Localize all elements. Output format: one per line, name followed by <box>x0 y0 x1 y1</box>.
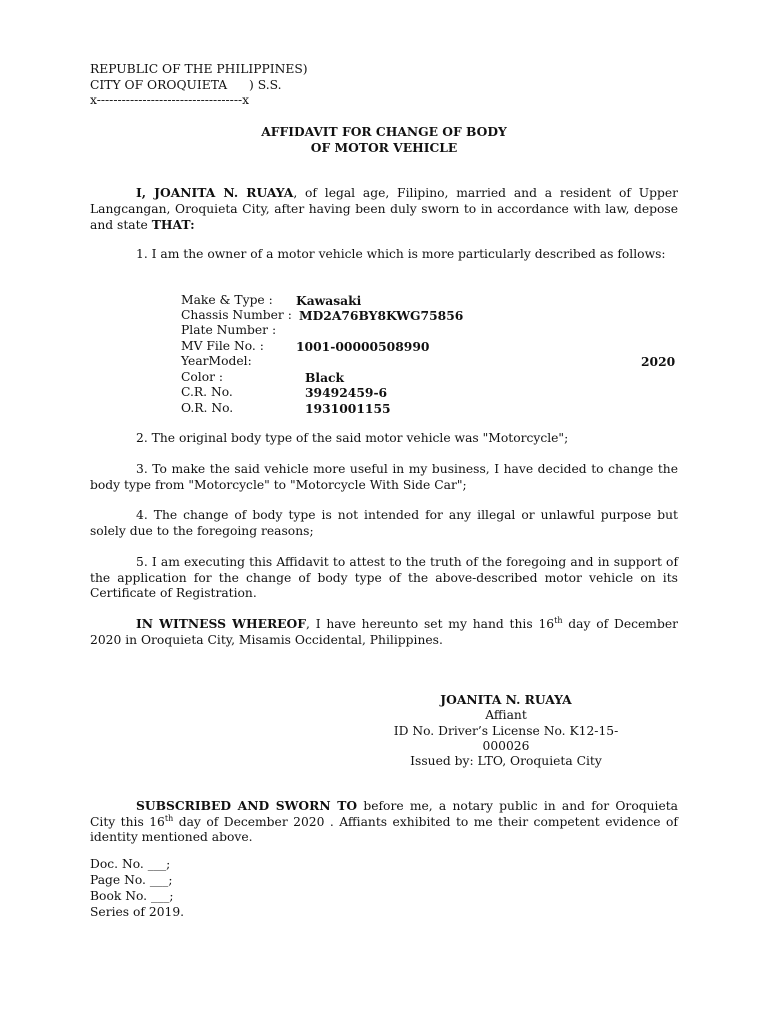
chassis-value: MD2A76BY8KWG75856 <box>299 308 464 323</box>
mv-file-label: MV File No. : <box>181 339 264 353</box>
witness-text-1: , I have hereunto set my hand this 16 <box>306 617 555 631</box>
year-model-label: YearModel: <box>181 354 252 368</box>
caption-divider: x-----------------------------------x <box>90 93 250 107</box>
chassis-label: Chassis Number : <box>181 308 292 322</box>
jurat-heading: SUBSCRIBED AND SWORN TO <box>136 798 358 813</box>
document-title-line1: AFFIDAVIT FOR CHANGE OF BODY <box>261 124 507 139</box>
jurat-ordinal: th <box>164 813 174 823</box>
caption-ss: ) S.S. <box>249 78 282 92</box>
page-number: Page No. ___; <box>90 873 173 887</box>
affiant-issued-by: Issued by: LTO, Oroquieta City <box>410 754 602 768</box>
paragraph-5: 5. I am executing this Affidavit to attest to the truth of the foregoing and in support of the application for the change of body type of the above-described motor vehicle on its Certificate of Registration. <box>90 555 678 600</box>
witness-text-2: day of December 2020 in Oroquieta City, Misamis Occidental, Philippines. <box>90 617 678 647</box>
make-value: Kawasaki <box>296 293 362 308</box>
color-label: Color : <box>181 370 224 384</box>
paragraph-3: 3. To make the said vehicle more useful in my business, I have decided to change the body type from "Motorcycle" to "Motorcycle With Side Car"; <box>90 462 678 492</box>
intro-that: THAT: <box>151 217 195 232</box>
series-year: Series of 2019. <box>90 905 185 919</box>
cr-value: 39492459-6 <box>305 385 388 400</box>
intro-paragraph <box>90 185 678 234</box>
intro-text: , of legal age, Filipino, married and a resident of Upper Langcangan, Oroquieta City, after having been duly sworn to in accordance with law, depose and state <box>90 186 679 232</box>
paragraph-2: 2. The original body type of the said motor vehicle was "Motorcycle"; <box>136 431 569 445</box>
affiant-name: JOANITA N. RUAYA <box>440 692 572 707</box>
witness-ordinal: th <box>554 616 563 625</box>
paragraph-4: 4. The change of body type is not intended for any illegal or unlawful purpose but solely due to the foregoing reasons; <box>90 508 678 538</box>
document-title-line2: OF MOTOR VEHICLE <box>310 140 458 155</box>
affiant-id-line2: 000026 <box>482 739 530 753</box>
color-value: Black <box>305 370 345 385</box>
or-label: O.R. No. <box>181 401 234 415</box>
affiant-id-line1: ID No. Driver’s License No. K12-15- <box>393 724 619 738</box>
witness-heading: IN WITNESS WHEREOF <box>136 616 306 631</box>
jurat-text-1: before me, a notary public in and for Oroquieta City this 16 <box>90 799 678 829</box>
caption-city: CITY OF OROQUIETA <box>90 78 228 92</box>
year-model-value: 2020 <box>641 354 676 369</box>
caption-republic: REPUBLIC OF THE PHILIPPINES) <box>90 62 308 76</box>
paragraph-1: 1. I am the owner of a motor vehicle which is more particularly described as follows: <box>136 247 666 261</box>
jurat-text-2: day of December 2020 . Affiants exhibited to me their competent evidence of identity mentioned above. <box>90 814 678 844</box>
plate-label: Plate Number : <box>181 323 277 337</box>
cr-label: C.R. No. <box>181 385 233 399</box>
book-number: Book No. ___; <box>90 889 174 903</box>
or-value: 1931001155 <box>305 401 391 416</box>
witness-paragraph <box>90 616 678 648</box>
make-label: Make & Type : <box>181 293 273 307</box>
affiant-role: Affiant <box>485 708 527 722</box>
jurat-paragraph <box>90 798 678 846</box>
doc-number: Doc. No. ___; <box>90 857 171 871</box>
affiant-name-intro: I, JOANITA N. RUAYA <box>136 185 294 200</box>
mv-file-value: 1001-00000508990 <box>296 339 430 354</box>
